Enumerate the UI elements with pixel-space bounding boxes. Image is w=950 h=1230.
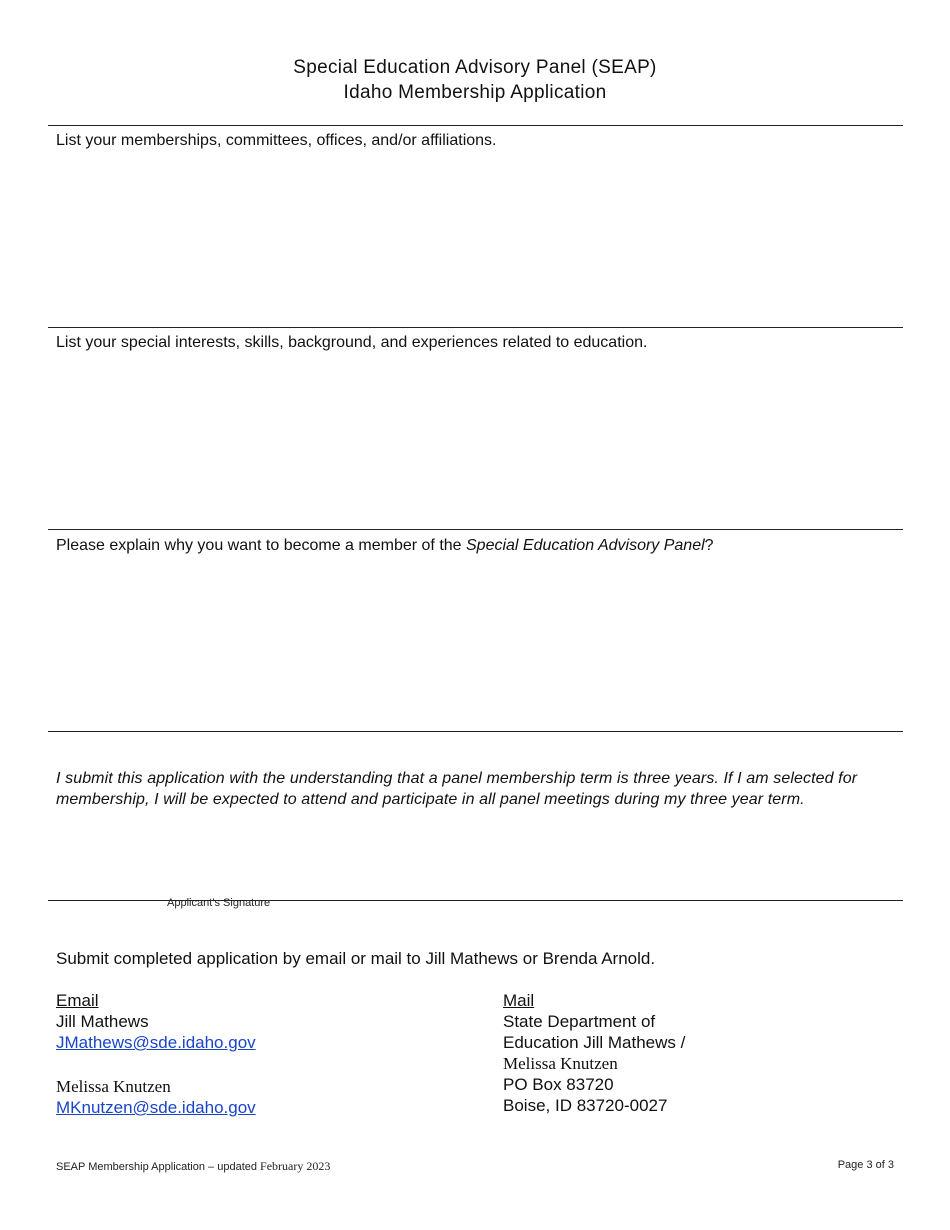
mail-address [503,990,723,1116]
section-divider [48,529,903,530]
email-contacts [56,990,456,1119]
memberships-answer-area[interactable] [56,156,896,316]
question-interests: List your special interests, skills, background, and experiences related to education. [56,334,648,351]
commitment-statement: I submit this application with the understanding that a panel membership term is three years. If I am selected for membership, I will be expected to attend and participate in all panel meetings during my three year term. [56,770,858,808]
address-line: Boise, ID 83720-0027 [503,1096,668,1115]
why-member-answer-area[interactable] [56,562,896,722]
email-heading: Email [56,991,99,1010]
address-line: Education Jill Mathews / [503,1033,686,1052]
address-line: Melissa Knutzen [503,1054,618,1073]
panel-name-emphasis: Special Education Advisory Panel [466,537,705,554]
page-number: Page 3 of 3 [837,1159,894,1171]
submission-instructions: Submit completed application by email or mail to Jill Mathews or Brenda Arnold. [56,949,656,968]
section-divider [48,327,903,328]
email-link-mknutzen[interactable]: MKnutzen@sde.idaho.gov [56,1098,256,1117]
spacer [56,1054,456,1076]
address-line: PO Box 83720 [503,1075,614,1094]
document-subtitle: Idaho Membership Application [343,82,607,103]
address-line: State Department of [503,1012,656,1031]
interests-answer-area[interactable] [56,358,896,518]
footer-date: February 2023 [260,1159,331,1173]
email-link-jmathews[interactable]: JMathews@sde.idaho.gov [56,1033,256,1052]
question-why-member-prefix: Please explain why you want to become a member of the [56,537,466,554]
footer-doc-name: SEAP Membership Application – updated [56,1161,261,1173]
document-title: Special Education Advisory Panel (SEAP) [293,57,657,78]
section-divider [48,125,903,126]
question-why-member [56,537,714,555]
question-why-member-suffix: ? [704,537,714,554]
contact-name: Melissa Knutzen [56,1077,171,1096]
contact-name: Jill Mathews [56,1012,149,1031]
section-divider [48,731,903,732]
signature-label: Applicant’s Signature [167,897,271,909]
mail-heading: Mail [503,991,535,1010]
question-memberships: List your memberships, committees, offices, and/or affiliations. [56,132,497,149]
footer-document-info [56,1159,330,1174]
